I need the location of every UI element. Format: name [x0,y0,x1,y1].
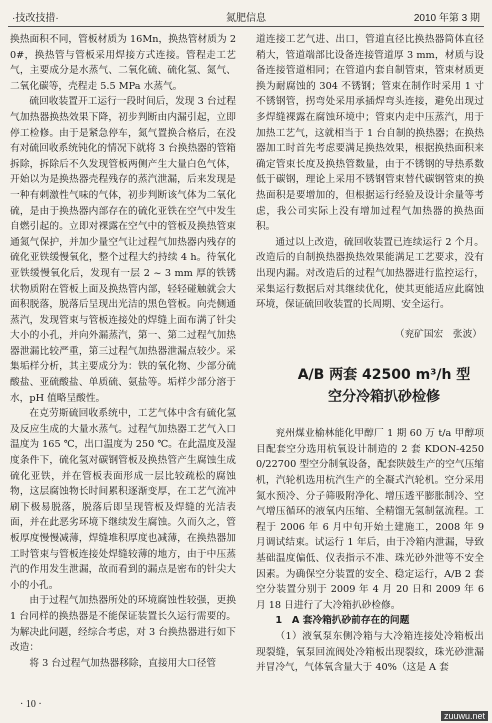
right-column [256,32,484,702]
page-number: · 10 · [20,699,42,710]
section-heading: 1 A 套冷箱扒砂前存在的问题 [275,615,410,627]
section-label: ·技改技措· [12,13,59,24]
paragraph: 在克劳斯硫回收系统中，工艺气体中含有硫化氢及反应生成的大量水蒸气。过程气加热器工艺气入口温度为 165 ℃，出口温度为 250 ℃。在此温度及湿度条件下，硫化氢对碳钢管板及换热管产生腐蚀生成硫化亚铁，并在管板表面形成一层比较疏松的腐蚀物，这层腐蚀物长时间累积逐渐变厚，在工艺气流冲刷下极易脱落，脱落后即呈现管板及焊缝的光洁表面，并在此恶劣环境下继续发生腐蚀。久而久之，管板厚度慢慢减薄，焊缝堆积厚度也减薄，在换热器加工时管束与管板连接处焊缝较薄的地方，由于中压蒸汽的作用发生泄漏，故而看到的漏点是密布的针尖大小的小孔。 [10,408,236,591]
paragraph: （1）液氧泵东侧冷箱与大冷箱连接处冷箱板出现裂缝，氧泵回流阀处冷箱板出现裂纹，珠光砂泄漏并冒冷气，气体氧含量大于 40%（这是 A 套 [256,631,484,674]
paragraph: 通过以上改造，硫回收装置已连续运行 2 个月。改造后的自制换热器换热效果能满足工艺要求，没有出现内漏。对改造后的过程气加热器进行监控运行，采集运行数据后对其继续优化，使其更能适应此腐蚀环境，保证硫回收装置的长周期、安全运行。 [256,236,484,311]
author-credit: （兖矿国宏 张波） [394,328,482,340]
issue-label: 2010 年第 3 期 [413,13,480,24]
paragraph: 硫回收装置开工运行一段时间后，发现 3 台过程气加热器换热效果下降，初步判断由内漏引起，立即停工检修。由于是紧急停车，氮气置换合格后，在没有对硫回收系统钝化的情况下就将 3 台换热器的管箱拆除，拆除后不久发现管板两侧产生大量白色气体，开始以为是换热器壳程残存的蒸汽泄漏，后来发现是一种有刺激性气味的气体，初步判断该气体为二氧化硫，是由于换热器内部存在的硫化亚铁在空气中发生自燃引起的。立即对裸露在空气中的管板及换热管束通氮气保护，并加少量空气让过程气加热器内残存的硫化亚铁缓慢氧化，整个过程大约持续 4 h。待氧化亚铁缓慢氧化后，发现有一层 2 ~ 3 mm 厚的铁锈状物质附在管板上面及换热管内部，轻轻碰触就会大面积脱落，脱落后呈现出光洁的黑色管板。向壳侧通蒸汽，发现管束与管板连接处的焊缝上面布满了针尖大小的小孔，并向外漏蒸汽，第一、第二过程气加热器泄漏比较严重，第三过程气加热器泄漏点较少。采集垢样分析，其主要成分为：铁的氧化物、少部分硫酸盐、亚硫酸盐、单质硫、氨盐等。垢样少部分溶于水，pH 值略呈酸性。 [10,96,236,404]
paragraph: 道连接工艺气进、出口，管道直径比换热器筒体直径稍大，管道端部比设备连接管道厚 3 mm，材质与设备连接管道相同；在管道内套自制管束，管束材质更换为耐腐蚀的 304 不锈钢；管束在制作时采用 1 寸不锈钢管，拐弯处采用承插焊弯头连接，避免出现过多焊缝裸露在腐蚀环境中；管束内走中压蒸汽，用于加热工艺气，这就相当于 1 台自制的换热器；在换热器加工时首先考虑要满足换热效果，根据换热面积来确定管束长度及换热管数量，由于不锈钢的导热系数低于碳钢，理论上采用不锈钢管束替代碳钢管束的换热面积是要增加的，但根据运行经验及设计余量等考虑，我公司实际上没有增加过程气加热器的换热面积。 [256,34,484,233]
article-title-line-2: 空分冷箱扒砂检修 [328,389,440,406]
paragraph: 兖州煤业榆林能化甲醇厂 1 期 60 万 t/a 甲醇项目配套空分选用杭氧设计制造的 2 套 KDON-42500/22700 型空分制氧设备，配套陕鼓生产的空气压缩机，汽轮机选用杭汽生产的全凝式汽轮机。空分采用氮水预冷、分子筛吸附净化、增压透平膨胀制冷、空气增压循环的液氧内压缩、全精馏无氢制氩流程。工程于 2006 年 6 月中旬开始土建施工，2008 年 9 月调试结束。试运行 1 年后，由于冷箱内泄漏，导致基础温度偏低、仪表指示不准、珠光砂外泄等不安全因素。为确保空分装置的安全、稳定运行，A/B 2 套空分装置分别于 2009 年 4 月 20 日和 2009 年 6 月 18 日进行了大冷箱扒砂检修。 [256,428,484,611]
article-title [256,364,484,408]
journal-name: 氮肥信息 [226,13,266,24]
left-column [10,32,236,692]
paragraph: 将 3 台过程气加热器移除，直接用大口径管 [29,657,217,669]
paragraph: 由于过程气加热器所处的环境腐蚀性较强，更换 1 台同样的换热器是不能保证装置长久运行需要的。为解决此问题，经综合考虑，对 3 台换热器进行如下改造： [10,595,236,654]
article-title-line-1: A/B 两套 42500 m³/h 型 [297,367,471,384]
page-header [8,4,484,27]
watermark: zuuwu.net [441,711,488,721]
paragraph: 换热面积不同，管板材质为 16Mn，换热管材质为 20#，换热管与管板采用焊接方式连接。管程走工艺气，主要成分是水蒸气、二氧化硫、硫化氢、氮气、二氧化碳等，壳程走 5.5 MPa 水蒸气。 [10,34,236,92]
